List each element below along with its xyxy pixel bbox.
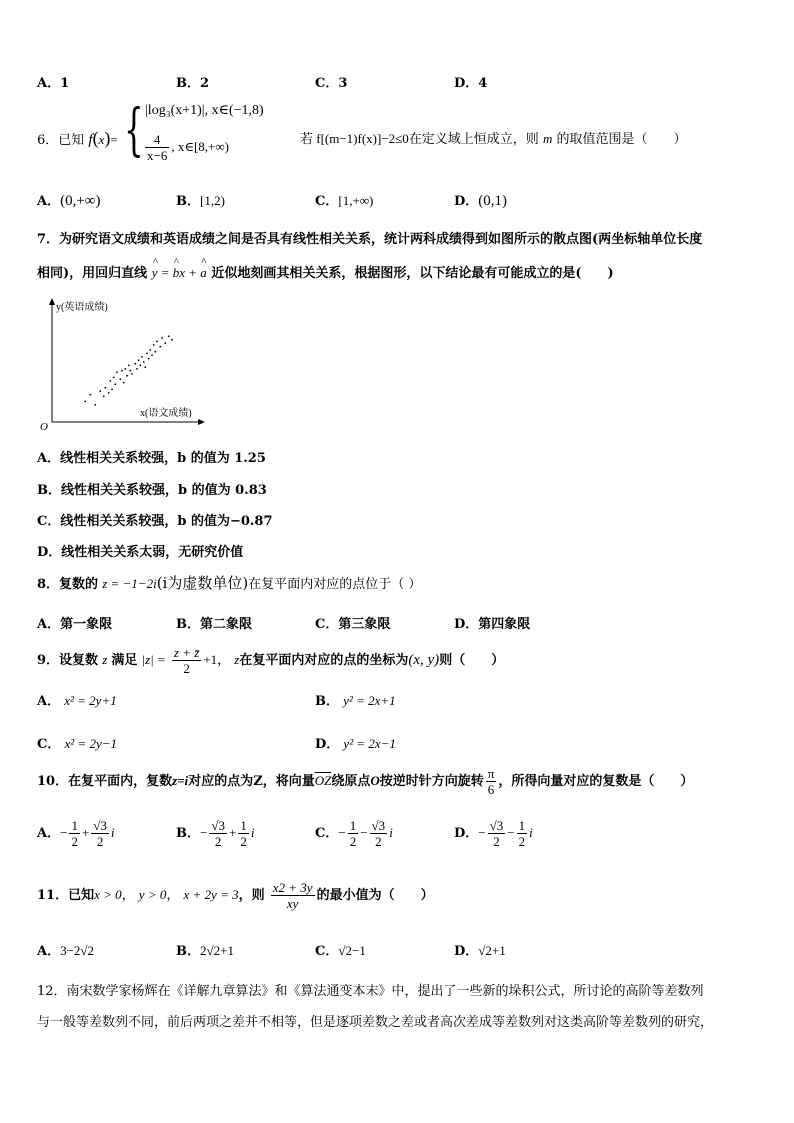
q6-piece-2: $\frac{4}{x-6}$ , x∈[8,+∞) (147, 132, 229, 163)
scatter-point (143, 361, 145, 363)
scatter-point (134, 363, 136, 365)
scatter-point (124, 368, 126, 370)
scatter-point (136, 368, 138, 370)
q5-option-a: A．1 (37, 76, 70, 91)
origin-label: O (40, 421, 48, 432)
scatter-point (144, 366, 146, 368)
scatter-point (113, 377, 115, 379)
q9-option-c: C． x² = 2y−1 (37, 736, 117, 752)
scatter-point (121, 370, 123, 372)
scatter-point (114, 383, 116, 385)
q9-stem: 9．设复数 z 满足 |z| = $\frac{z + z̄}{2}$ +1， z在复平面内对应的点的坐标为(x, y)则（ ） (37, 645, 505, 676)
q5-option-b: B．2 (176, 76, 210, 91)
q9-option-a: A． x² = 2y+1 (37, 693, 117, 709)
scatter-point (109, 380, 111, 382)
q6-stem: 6．已知 f(x)= (37, 128, 118, 148)
q10-option-a: A．− $\frac{1}{2}$ + $\frac{√3}{2}$ i (37, 818, 115, 849)
scatter-point (94, 404, 96, 406)
q9-option-b: B． y² = 2x+1 (315, 693, 396, 709)
scatter-point (89, 394, 91, 396)
scatter-point (164, 342, 166, 344)
scatter-point (123, 382, 125, 384)
scatter-point (148, 358, 150, 360)
q10-option-d: D．− $\frac{√3}{2}$ − $\frac{1}{2}$ i (454, 818, 533, 849)
q7-option-a: A．线性相关关系较强，b 的值为 1.25 (37, 451, 266, 466)
q8-option-c: C．第三象限 (315, 617, 391, 632)
scatter-point (126, 375, 128, 377)
q11-option-a: A．3−2√2 (37, 943, 95, 959)
q6-prefix: 6．已知 (37, 133, 85, 148)
q8-option-b: B．第二象限 (176, 617, 252, 632)
scatter-point (141, 356, 143, 358)
scatter-point (153, 344, 155, 346)
scatter-point (154, 351, 156, 353)
q7-option-b: B．线性相关关系较强，b 的值为 0.83 (37, 483, 267, 498)
scatter-point (129, 370, 131, 372)
q12-line-2: 与一般等差数列不同，前后两项之差并不相等，但是逐项差数之差或者高次差成等差数列对这类高阶等差数列的研究， (37, 1015, 714, 1030)
scatter-point (156, 341, 158, 343)
q10-stem: 10．在复平面内，复数z=i对应的点为Z，将向量$\overline{OZ}$绕原点O按逆时针方向旋转 $\frac{\pi}{6}$ ，所得向量对应的复数是（ ） (37, 766, 694, 797)
scatter-point (168, 335, 170, 337)
scatter-point (119, 378, 121, 380)
q11-option-b: B．2√2+1 (176, 943, 234, 959)
q11-stem: 11．已知x > 0， y > 0， x + 2y = 3，则 $\frac{x2 + 3y}{xy}$ 的最小值为（ ） (37, 880, 434, 911)
scatter-point (116, 371, 118, 373)
q6-option-b: B．[1,2) (176, 193, 225, 209)
q8-option-a: A．第一象限 (37, 617, 113, 632)
scatter-point (84, 401, 86, 403)
q6-option-d: D．(0,1) (454, 193, 508, 209)
y-axis-arrow-icon (49, 298, 55, 305)
scatter-point (151, 354, 153, 356)
y-axis-label: y(英语成绩) (56, 302, 108, 313)
q10-option-b: B．− $\frac{√3}{2}$ + $\frac{1}{2}$ i (176, 818, 255, 849)
q6-brace-icon: { (124, 98, 144, 163)
q7-line-2: 相同)，用回归直线 ^ y = ^ bx + ^ a 近似地刻画其相关关系，根据图形，以下结论最有可能成立的是( ) (37, 262, 614, 281)
scatter-point (104, 387, 106, 389)
q5-option-d: D．4 (454, 76, 488, 91)
q9-option-d: D． y² = 2x−1 (315, 736, 396, 752)
x-axis-arrow-icon (198, 419, 205, 425)
q6-piece-1: |log₃(x+1)|, x∈(−1,8) (145, 103, 264, 118)
scatter-point (111, 389, 113, 391)
q6-option-c: C．[1,+∞) (315, 193, 374, 209)
scatter-point (131, 373, 133, 375)
q11-option-d: D．√2+1 (454, 943, 506, 959)
scatter-point (138, 359, 140, 361)
x-axis-label: x(语文成绩) (140, 408, 192, 419)
scatter-point (149, 349, 151, 351)
scatter-point (108, 392, 110, 394)
q10-option-c: C．− $\frac{1}{2}$ − $\frac{√3}{2}$ i (315, 818, 393, 849)
scatter-point (128, 365, 130, 367)
q12-line-1: 12．南宋数学家杨辉在《详解九章算法》和《算法通变本末》中，提出了一些新的垛积公式，所讨论的高阶等差数列 (37, 984, 704, 999)
scatter-point (103, 395, 105, 397)
scatter-point (161, 337, 163, 339)
q7-option-d: D．线性相关关系太弱，无研究价值 (37, 545, 244, 560)
q8-stem: 8．复数的 z = −1−2i(i为虚数单位)在复平面内对应的点位于（ ） (37, 574, 422, 592)
q8-option-d: D．第四象限 (454, 617, 531, 632)
scatter-point (139, 365, 141, 367)
scatter-point (159, 346, 161, 348)
q6-condition: 若 f[(m−1)f(x)]−2≤0在定义域上恒成立，则 m 的取值范围是（ ） (300, 131, 687, 147)
q11-option-c: C．√2−1 (315, 943, 366, 959)
scatter-points (84, 335, 173, 405)
q7-option-c: C．线性相关关系较强，b 的值为−0.87 (37, 514, 273, 529)
q7-line-1: 7．为研究语文成绩和英语成绩之间是否具有线性相关关系，统计两科成绩得到如图所示的散点图(两坐标轴单位长度 (37, 232, 703, 247)
scatter-point (99, 390, 101, 392)
scatter-plot (36, 296, 206, 432)
scatter-point (146, 353, 148, 355)
scatter-point (171, 339, 173, 341)
q6-option-a: A．(0,+∞) (37, 193, 101, 209)
q5-option-c: C．3 (315, 76, 348, 91)
